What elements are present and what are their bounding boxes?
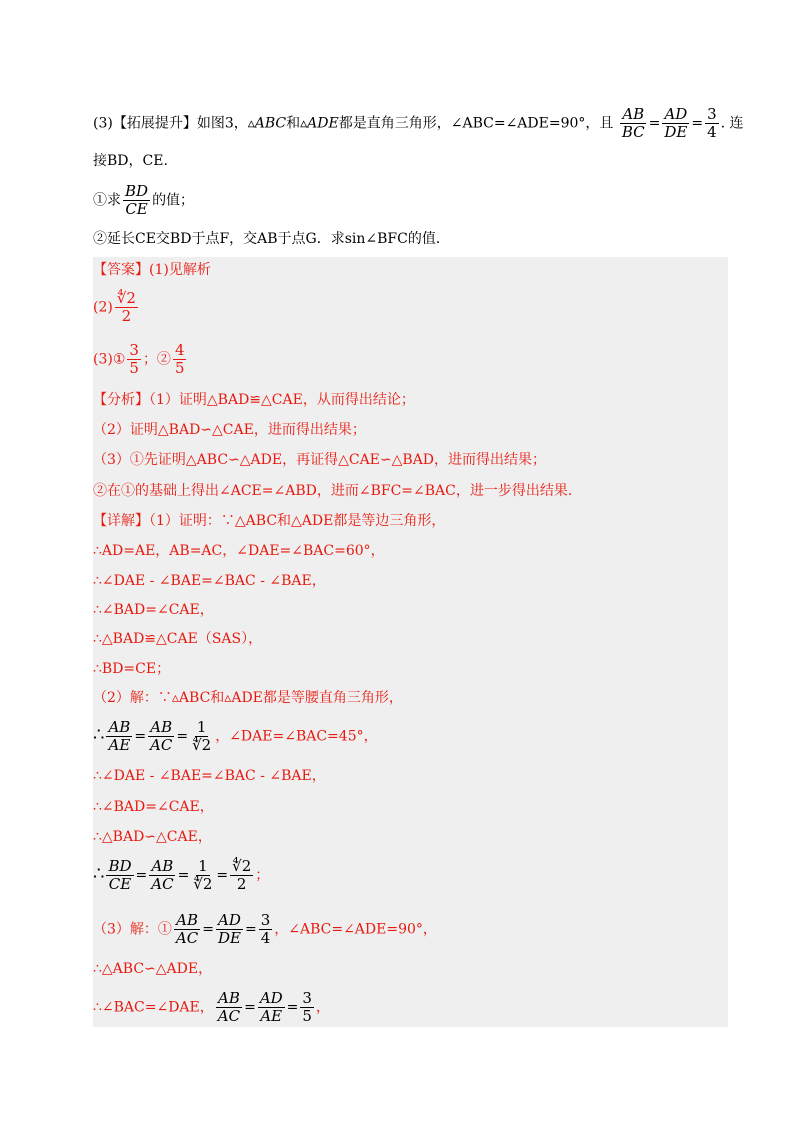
detail-12	[93, 858, 269, 893]
answer-label: (3)①	[93, 351, 126, 368]
question-line-1	[93, 106, 744, 141]
frac-num: AD	[259, 989, 283, 1007]
triangle-abc: ▵ABC	[247, 115, 287, 132]
fraction-3-5	[127, 342, 141, 377]
answer-2	[93, 290, 140, 325]
answer-1: 【答案】(1)见解析	[93, 262, 211, 278]
frac-den: ∜2	[192, 736, 212, 754]
frac-den: 5	[174, 359, 185, 377]
question-line-3	[93, 183, 194, 218]
question-line-2: 接BD，CE.	[93, 153, 168, 169]
fraction-4-5	[173, 342, 187, 377]
frac-num: 1	[198, 857, 208, 875]
equals: =	[202, 921, 214, 938]
detail-13	[93, 912, 437, 947]
equals: =	[177, 867, 190, 884]
fraction-ab-ac	[216, 990, 242, 1025]
equals: =	[134, 728, 147, 745]
frac-num: AB	[108, 718, 131, 736]
answer-label: (2)	[93, 299, 113, 316]
detail-text: ，	[315, 999, 330, 1016]
detail-11: ∴△BAD∽△CAE，	[93, 829, 212, 845]
fraction-ad-ae	[258, 990, 285, 1025]
fraction-ab-ac	[148, 719, 174, 754]
equals: =	[176, 728, 189, 745]
frac-den: AC	[175, 929, 199, 947]
detail-6: ∴BD=CE；	[93, 661, 171, 677]
frac-num: AB	[622, 105, 645, 123]
fraction-ad-de	[662, 106, 689, 141]
detail-3: ∴∠DAE - ∠BAE=∠BAC - ∠BAE，	[93, 573, 326, 589]
tail-text: . 连	[720, 115, 744, 132]
and-text: 和	[286, 115, 301, 132]
frac-den: AE	[108, 736, 131, 754]
part-label: (3)【拓展提升】如图3，	[93, 115, 248, 132]
frac-den: 2	[121, 307, 132, 325]
fraction-ad-de	[216, 912, 243, 947]
detail-1: 【详解】（1）证明：∵△ABC和△ADE都是等边三角形，	[93, 513, 446, 529]
frac-num: 3	[302, 989, 312, 1007]
equals: =	[286, 999, 299, 1016]
ask-suffix: 的值；	[152, 192, 195, 209]
frac-num: AB	[217, 989, 240, 1007]
frac-den: BC	[621, 123, 645, 141]
detail-5: ∴△BAD≌△CAE（SAS），	[93, 631, 263, 647]
equals: =	[648, 115, 661, 132]
frac-den: AC	[151, 875, 174, 893]
fraction-1-root2	[191, 858, 214, 893]
frac-num: AB	[150, 718, 173, 736]
condition-text: 都是直角三角形，∠ABC=∠ADE=90°，且	[338, 115, 614, 132]
fraction-bd-ce	[106, 858, 133, 893]
therefore-symbol: ∴	[93, 724, 105, 746]
frac-num: AB	[151, 857, 174, 875]
equals: =	[216, 867, 229, 884]
fraction-root2-2	[230, 858, 253, 893]
frac-num: BD	[125, 182, 149, 200]
frac-num: 3	[129, 341, 139, 359]
detail-text: ；	[255, 867, 270, 884]
equals: =	[135, 867, 148, 884]
analysis-2: （2）证明△BAD∽△CAE，进而得出结果；	[93, 422, 366, 438]
frac-den: ∜2	[193, 875, 213, 893]
equals: =	[244, 921, 257, 938]
frac-den: CE	[125, 200, 148, 218]
frac-den: 4	[260, 929, 271, 947]
ask-prefix: ①求	[93, 192, 121, 209]
detail-text: ，∠ABC=∠ADE=90°，	[274, 921, 437, 938]
detail-7: （2）解：∵▵ABC和▵ADE都是等腰直角三角形，	[93, 690, 403, 706]
detail-10: ∴∠BAD=∠CAE，	[93, 799, 214, 815]
therefore-symbol: ∴	[93, 863, 105, 885]
fraction-1-root2	[190, 719, 213, 754]
frac-den: 4	[707, 123, 717, 141]
detail-15	[93, 990, 330, 1025]
fraction-ab-bc	[620, 106, 647, 141]
fraction-bd-ce	[123, 183, 150, 218]
frac-num: 3	[707, 105, 717, 123]
fraction-ab-ac	[174, 912, 200, 947]
frac-num: BD	[108, 857, 132, 875]
detail-9: ∴∠DAE - ∠BAE=∠BAC - ∠BAE，	[93, 768, 326, 784]
fraction-3-4	[259, 912, 273, 947]
fraction-ab-ae	[106, 719, 132, 754]
detail-prefix: （3）解：①	[93, 921, 172, 938]
frac-den: AC	[217, 1007, 241, 1025]
detail-8	[93, 719, 378, 754]
analysis-4: ②在①的基础上得出∠ACE=∠ABD，进而∠BFC=∠BAC，进一步得出结果.	[93, 483, 573, 499]
detail-text: ，∠DAE=∠BAC=45°，	[215, 728, 378, 745]
triangle-ade: ▵ADE	[300, 115, 339, 132]
frac-num: 3	[260, 911, 271, 929]
frac-den: CE	[108, 875, 132, 893]
frac-den: AE	[260, 1007, 283, 1025]
fraction-ab-ac	[149, 858, 175, 893]
frac-num: ∜2	[116, 289, 136, 307]
frac-num: AD	[664, 105, 688, 123]
detail-14: ∴△ABC∽△ADE，	[93, 961, 213, 977]
frac-num: AB	[176, 911, 198, 929]
analysis-3: （3）①先证明△ABC∽△ADE，再证得△CAE∽△BAD，进而得出结果；	[93, 452, 547, 468]
frac-num: 4	[174, 341, 185, 359]
frac-num: 1	[196, 718, 207, 736]
fraction-3-4	[705, 106, 719, 141]
frac-den: DE	[664, 123, 688, 141]
frac-den: 5	[129, 359, 139, 377]
answer-3	[93, 342, 188, 377]
frac-num: AD	[218, 911, 241, 929]
equals: =	[244, 999, 256, 1016]
detail-4: ∴∠BAD=∠CAE，	[93, 602, 214, 618]
fraction-root2-2	[115, 290, 138, 325]
frac-den: AC	[150, 736, 173, 754]
frac-den: DE	[217, 929, 241, 947]
analysis-1: 【分析】（1）证明△BAD≌△CAE，从而得出结论；	[93, 392, 415, 408]
frac-den: 2	[236, 875, 247, 893]
frac-num: ∜2	[232, 857, 252, 875]
frac-den: 5	[302, 1007, 312, 1025]
detail-2: ∴AD=AE，AB=AC，∠DAE=∠BAC=60°，	[93, 543, 385, 559]
separator: ；②	[142, 351, 171, 368]
fraction-3-5	[300, 990, 314, 1025]
detail-prefix: ∴∠BAC=∠DAE，	[93, 999, 214, 1016]
question-line-4: ②延长CE交BD于点F，交AB于点G．求sin∠BFC的值．	[93, 231, 450, 247]
equals: =	[691, 115, 704, 132]
